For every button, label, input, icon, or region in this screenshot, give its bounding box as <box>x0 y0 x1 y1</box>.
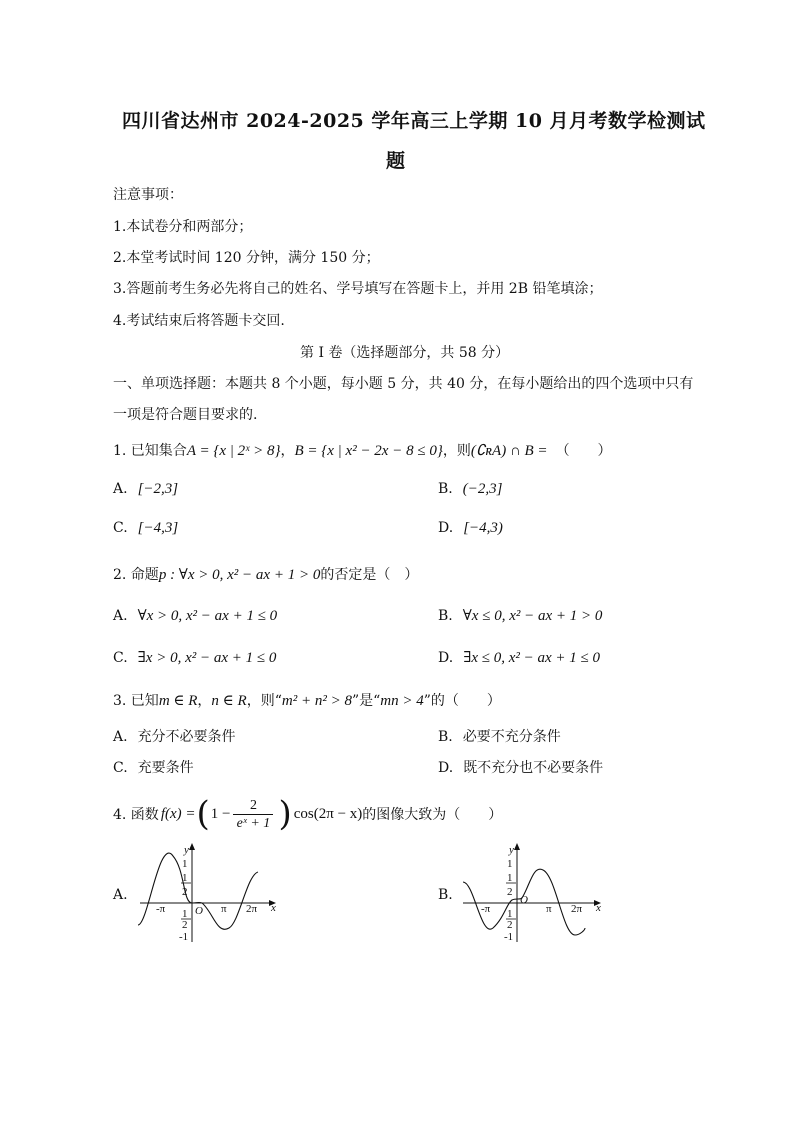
ytick-1: 1 <box>182 858 188 870</box>
q3-suffix: ”的（ ） <box>423 693 501 709</box>
q2-option-b-value: ∀x ≤ 0, x² − ax + 1 > 0 <box>462 608 603 624</box>
q4-cos: cos(2π − x) <box>293 805 363 822</box>
ytick-1: 1 <box>507 858 513 870</box>
q1-sep: ， <box>280 443 295 459</box>
q2-option-b[interactable] <box>438 606 602 625</box>
q1-option-a-label: A. <box>113 481 128 497</box>
notes-item-2: 2.本堂考试时间 120 分钟，满分 150 分； <box>113 250 380 266</box>
q2-option-c-value: ∃x > 0, x² − ax + 1 ≤ 0 <box>137 650 277 666</box>
q4-right-paren: ) <box>278 794 292 834</box>
q2-option-c-label: C. <box>113 650 128 666</box>
x-label: x <box>271 902 276 914</box>
q3-option-b-label: B. <box>438 729 453 745</box>
origin-label: O <box>520 894 528 906</box>
q3-n: n ∈ R <box>211 693 247 709</box>
q4-graph-b[interactable] <box>460 840 610 945</box>
x-label: x <box>596 902 601 914</box>
question-1 <box>113 440 612 460</box>
origin-label: O <box>195 905 203 917</box>
xtick-pi: π <box>221 903 227 915</box>
q1-option-b-value: (−2,3] <box>462 481 503 497</box>
y-label: y <box>184 844 189 856</box>
q4-denominator: eˣ + 1 <box>236 815 271 831</box>
q1-then: ，则 <box>442 443 471 459</box>
q4-suffix: 的图像大致为（ ） <box>362 807 503 823</box>
q1-option-d-value: [−4,3) <box>463 520 503 536</box>
q3-option-a[interactable] <box>113 726 236 746</box>
ytick-half-den: 2 <box>182 886 188 898</box>
q1-option-d[interactable] <box>438 520 503 537</box>
q4-numerator: 2 <box>249 797 257 813</box>
question-2 <box>113 564 418 584</box>
q3-option-b-value: 必要不充分条件 <box>462 729 561 745</box>
q1-set-b: B = {x | x² − 2x − 8 ≤ 0} <box>294 443 443 459</box>
q2-option-a[interactable] <box>113 606 277 625</box>
section-intro-line1: 一、单项选择题：本题共 8 个小题，每小题 5 分，共 40 分，在每小题给出的四个选项中只有 <box>113 376 694 392</box>
q3-option-c-value: 充要条件 <box>137 760 194 776</box>
q1-option-c-value: [−4,3] <box>137 520 179 536</box>
xtick-neg-pi: -π <box>156 903 166 915</box>
q4-one-minus: 1 − <box>210 805 231 822</box>
notes-item-1: 1.本试卷分和两部分； <box>113 219 253 235</box>
q3-option-b[interactable] <box>438 726 561 746</box>
q1-option-d-label: D. <box>438 520 454 536</box>
notes-item-3: 3.答题前考生务必先将自己的姓名、学号填写在答题卡上，并用 2B 铅笔填涂； <box>113 281 603 297</box>
q4-fraction <box>233 797 273 832</box>
q2-option-c[interactable] <box>113 648 276 667</box>
q4-option-a-label[interactable]: A. <box>113 887 128 903</box>
q4-option-b-label[interactable]: B. <box>438 887 453 903</box>
q3-condition-1: m² + n² > 8 <box>281 693 352 709</box>
y-axis-arrow-icon <box>514 843 520 850</box>
q2-option-d[interactable] <box>438 648 600 667</box>
exam-title-line2: 题 <box>386 150 406 172</box>
q1-option-a-value: [−2,3] <box>137 481 179 497</box>
ytick-half-num: 1 <box>507 872 513 884</box>
q3-option-a-label: A. <box>113 729 128 745</box>
q2-suffix: 的否定是（ ） <box>320 567 419 583</box>
q3-condition-2: mn > 4 <box>380 693 424 709</box>
q3-option-c[interactable] <box>113 757 194 777</box>
q3-m: m ∈ R <box>158 693 198 709</box>
q2-option-d-label: D. <box>438 650 454 666</box>
q2-statement: p : ∀x > 0, x² − ax + 1 > 0 <box>158 567 321 583</box>
q1-expression: (∁ʀA) ∩ B = <box>470 443 548 459</box>
xtick-2pi: 2π <box>571 903 583 915</box>
q3-comma: ， <box>197 693 212 709</box>
notes-heading: 注意事项： <box>113 187 183 203</box>
ytick-neg-half-den: 2 <box>182 919 188 931</box>
q3-option-d-value: 既不充分也不必要条件 <box>463 760 604 776</box>
xtick-pi: π <box>546 903 552 915</box>
q1-option-c-label: C. <box>113 520 128 536</box>
q4-left-paren: ( <box>196 794 210 834</box>
q3-option-a-value: 充分不必要条件 <box>137 729 236 745</box>
q3-mid2: ”是“ <box>351 693 381 709</box>
ytick-neg-half-num: 1 <box>182 908 188 920</box>
q1-option-a[interactable] <box>113 481 178 498</box>
ytick-neg-half-num: 1 <box>507 908 513 920</box>
q4-prefix: 4. 函数 <box>113 807 159 823</box>
q3-prefix: 3. 已知 <box>113 693 159 709</box>
q2-option-d-value: ∃x ≤ 0, x² − ax + 1 ≤ 0 <box>463 650 601 666</box>
ytick-neg-1: -1 <box>504 931 514 943</box>
y-label: y <box>509 844 514 856</box>
ytick-neg-half-den: 2 <box>507 919 513 931</box>
q3-option-c-label: C. <box>113 760 128 776</box>
xtick-neg-pi: -π <box>481 903 491 915</box>
y-axis-arrow-icon <box>189 843 195 850</box>
curve-a <box>138 853 258 929</box>
q1-option-b[interactable] <box>438 481 502 498</box>
q1-set-a: A = {x | 2ˣ > 8} <box>186 443 281 459</box>
q4-graph-a[interactable] <box>135 840 285 945</box>
q4-fx: f(x) = <box>160 805 196 822</box>
q3-option-d-label: D. <box>438 760 454 776</box>
q1-paren: （ ） <box>555 443 612 459</box>
q2-option-b-label: B. <box>438 608 453 624</box>
notes-item-4: 4.考试结束后将答题卡交回. <box>113 313 285 329</box>
question-4 <box>113 792 502 836</box>
ytick-half-den: 2 <box>507 886 513 898</box>
q3-mid1: ，则“ <box>246 693 282 709</box>
question-3 <box>113 690 501 710</box>
ytick-half-num: 1 <box>182 872 188 884</box>
q2-option-a-label: A. <box>113 608 128 624</box>
section-heading: 第 I 卷（选择题部分，共 58 分） <box>300 345 510 361</box>
ytick-neg-1: -1 <box>179 931 189 943</box>
q3-option-d[interactable] <box>438 757 603 777</box>
q1-option-c[interactable] <box>113 520 178 537</box>
section-intro-line2: 一项是符合题目要求的. <box>113 407 258 423</box>
q2-prefix: 2. 命题 <box>113 567 159 583</box>
q1-option-b-label: B. <box>438 481 453 497</box>
xtick-2pi: 2π <box>246 903 258 915</box>
q2-option-a-value: ∀x > 0, x² − ax + 1 ≤ 0 <box>137 608 278 624</box>
exam-title-line1: 四川省达州市 2024-2025 学年高三上学期 10 月月考数学检测试 <box>122 110 706 132</box>
q1-prefix: 1. 已知集合 <box>113 443 187 459</box>
